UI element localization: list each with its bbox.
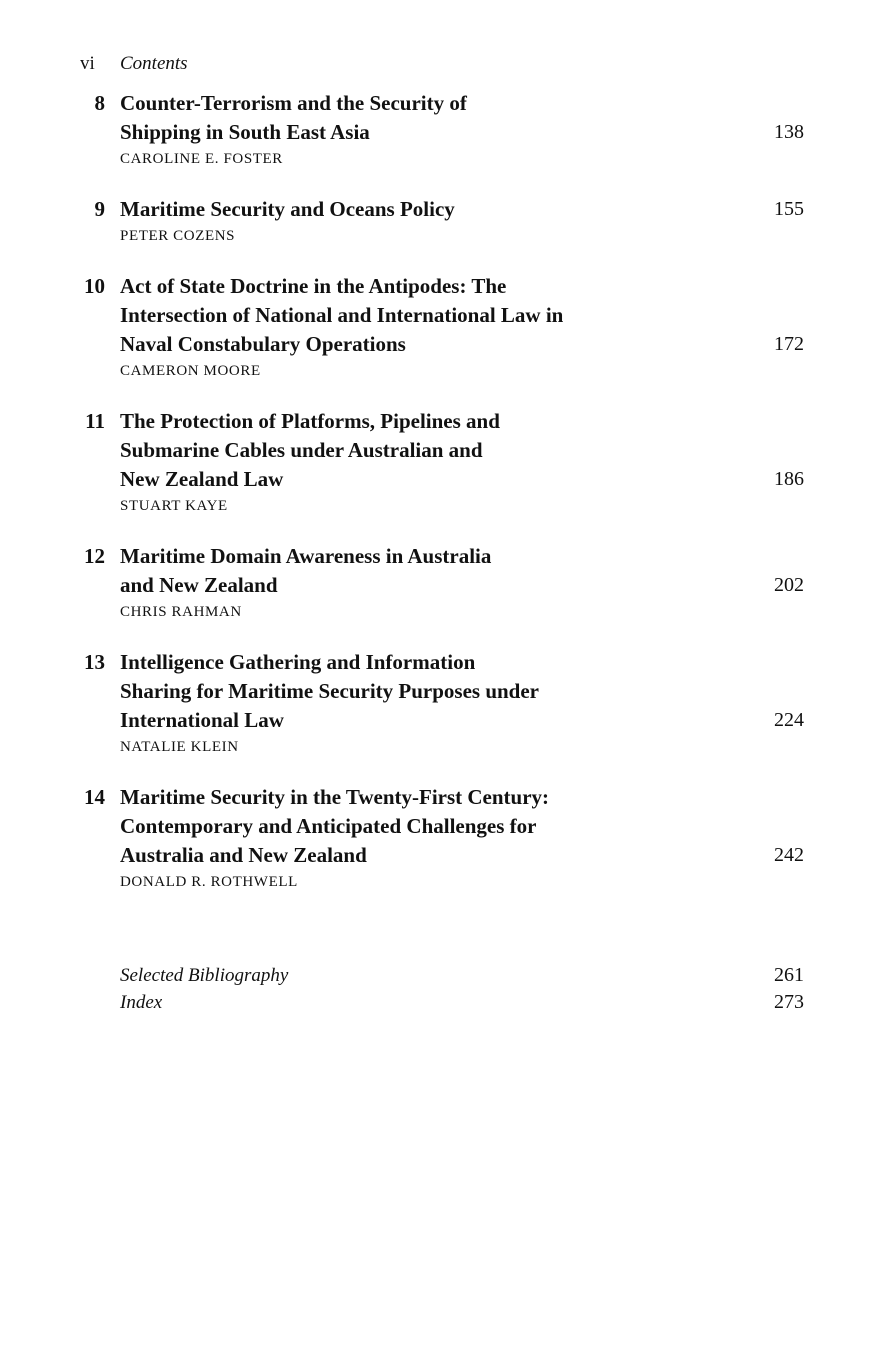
chapter-title[interactable] [120, 195, 650, 224]
back-matter-page-number: 273 [774, 991, 804, 1013]
back-matter-entry-bibliography[interactable] [120, 962, 804, 989]
toc-entry-main [80, 648, 804, 735]
toc-entry-main [80, 89, 804, 147]
chapter-author: PETER COZENS [120, 228, 236, 244]
chapter-page-number: 172 [774, 333, 804, 355]
table-of-contents [80, 89, 804, 918]
chapter-title[interactable] [120, 272, 650, 359]
chapter-title[interactable] [120, 783, 650, 870]
chapter-title[interactable] [120, 407, 650, 494]
chapter-author: STUART KAYE [120, 498, 228, 514]
toc-entry-main [80, 542, 804, 600]
folio-number: vi [80, 53, 95, 74]
toc-entry-main [80, 783, 804, 870]
toc-entry [80, 783, 804, 893]
running-head-title: Contents [120, 53, 188, 74]
toc-entry-main [80, 407, 804, 494]
chapter-title-line: Maritime Security and Oceans Policy [120, 197, 455, 221]
back-matter-page-number: 261 [774, 964, 804, 986]
chapter-title-line: Australia and New Zealand [120, 843, 367, 867]
chapter-page-number: 242 [774, 844, 804, 866]
chapter-title-line: and New Zealand [120, 573, 278, 597]
chapter-title[interactable] [120, 648, 650, 735]
chapter-title-line: Shipping in South East Asia [120, 120, 370, 144]
toc-entry [80, 648, 804, 758]
back-matter-list [120, 962, 804, 1016]
chapter-page-number: 224 [774, 709, 804, 731]
toc-entry [80, 407, 804, 517]
chapter-title-line: The Protection of Platforms, Pipelines and [120, 409, 500, 433]
chapter-number: 9 [94, 197, 105, 221]
chapter-author: CHRIS RAHMAN [120, 604, 242, 620]
chapter-number: 14 [84, 785, 105, 809]
chapter-title-line: International Law [120, 708, 284, 732]
chapter-number: 12 [84, 544, 105, 568]
chapter-page-number: 202 [774, 574, 804, 596]
chapter-title-line: Counter-Terrorism and the Security of [120, 91, 467, 115]
chapter-page-number: 138 [774, 121, 804, 143]
chapter-title-line: Sharing for Maritime Security Purposes under [120, 679, 539, 703]
toc-entry [80, 195, 804, 247]
chapter-number: 8 [94, 91, 105, 115]
toc-entry-main [80, 195, 804, 224]
chapter-author: DONALD R. ROTHWELL [120, 874, 298, 890]
back-matter-title: Selected Bibliography [120, 965, 289, 986]
toc-entry [80, 542, 804, 623]
chapter-title-line: Maritime Domain Awareness in Australia [120, 544, 492, 568]
chapter-title-line: New Zealand Law [120, 467, 284, 491]
chapter-title-line: Maritime Security in the Twenty-First Century: [120, 785, 550, 809]
toc-entry-main [80, 272, 804, 359]
chapter-title-line: Intelligence Gathering and Information [120, 650, 476, 674]
chapter-title-line: Act of State Doctrine in the Antipodes: The [120, 274, 507, 298]
chapter-number: 11 [85, 409, 105, 433]
toc-entry [80, 89, 804, 170]
toc-entry [80, 272, 804, 382]
chapter-page-number: 155 [774, 198, 804, 220]
chapter-title[interactable] [120, 542, 650, 600]
chapter-number: 10 [84, 274, 105, 298]
chapter-page-number: 186 [774, 468, 804, 490]
chapter-title-line: Contemporary and Anticipated Challenges for [120, 814, 537, 838]
back-matter-entry-index[interactable] [120, 989, 804, 1016]
chapter-number: 13 [84, 650, 105, 674]
chapter-author: CAROLINE E. FOSTER [120, 151, 283, 167]
chapter-author: NATALIE KLEIN [120, 739, 239, 755]
back-matter-title: Index [120, 992, 163, 1013]
chapter-title[interactable] [120, 89, 650, 147]
chapter-title-line: Intersection of National and International Law in [120, 303, 564, 327]
chapter-author: CAMERON MOORE [120, 363, 261, 379]
chapter-title-line: Naval Constabulary Operations [120, 332, 406, 356]
chapter-title-line: Submarine Cables under Australian and [120, 438, 483, 462]
running-head [80, 51, 188, 77]
